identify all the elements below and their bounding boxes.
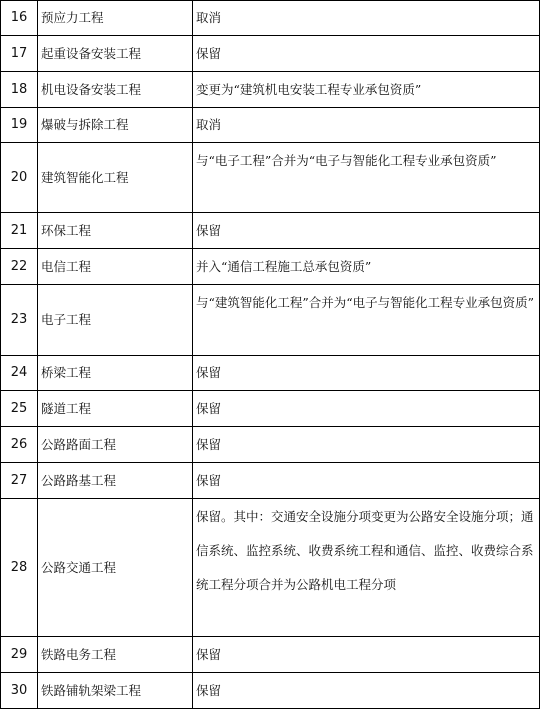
project-name: 电子工程 — [38, 285, 193, 356]
table-row — [1, 499, 540, 637]
project-name: 隧道工程 — [38, 391, 193, 427]
row-number: 27 — [1, 463, 38, 499]
adjustment-note: 并入“通信工程施工总承包资质” — [193, 249, 540, 285]
adjustment-note: 保留 — [193, 391, 540, 427]
row-number: 24 — [1, 356, 38, 391]
adjustment-note: 取消 — [193, 1, 540, 36]
row-number: 30 — [1, 673, 38, 709]
row-number: 28 — [1, 499, 38, 637]
project-name: 起重设备安装工程 — [38, 36, 193, 72]
adjustment-note: 保留 — [193, 36, 540, 72]
project-name: 铁路电务工程 — [38, 637, 193, 673]
table-row — [1, 427, 540, 463]
table-row — [1, 213, 540, 249]
adjustment-note: 保留 — [193, 673, 540, 709]
project-name: 建筑智能化工程 — [38, 143, 193, 213]
table-row — [1, 673, 540, 709]
table-row — [1, 72, 540, 108]
table-row — [1, 391, 540, 427]
project-name: 公路交通工程 — [38, 499, 193, 637]
project-name: 桥梁工程 — [38, 356, 193, 391]
row-number: 20 — [1, 143, 38, 213]
project-name: 公路路基工程 — [38, 463, 193, 499]
row-number: 23 — [1, 285, 38, 356]
adjustment-note: 保留。其中：交通安全设施分项变更为公路安全设施分项；通信系统、监控系统、收费系统工程和通信、监控、收费综合系统工程分项合并为公路机电工程分项 — [193, 499, 540, 637]
row-number: 18 — [1, 72, 38, 108]
row-number: 17 — [1, 36, 38, 72]
row-number: 22 — [1, 249, 38, 285]
project-name: 爆破与拆除工程 — [38, 108, 193, 143]
table-row — [1, 108, 540, 143]
project-name: 环保工程 — [38, 213, 193, 249]
adjustment-note: 保留 — [193, 213, 540, 249]
adjustment-note: 与“电子工程”合并为“电子与智能化工程专业承包资质” — [193, 143, 540, 213]
adjustment-note: 取消 — [193, 108, 540, 143]
table-row — [1, 249, 540, 285]
project-name: 铁路铺轨架梁工程 — [38, 673, 193, 709]
adjustment-note: 变更为“建筑机电安装工程专业承包资质” — [193, 72, 540, 108]
adjustment-note: 保留 — [193, 463, 540, 499]
table-row — [1, 637, 540, 673]
row-number: 26 — [1, 427, 38, 463]
adjustment-note: 与“建筑智能化工程”合并为“电子与智能化工程专业承包资质” — [193, 285, 540, 356]
adjustment-note: 保留 — [193, 427, 540, 463]
table-row — [1, 356, 540, 391]
row-number: 29 — [1, 637, 38, 673]
project-name: 预应力工程 — [38, 1, 193, 36]
row-number: 21 — [1, 213, 38, 249]
table-row — [1, 1, 540, 36]
table-row — [1, 143, 540, 213]
project-name: 公路路面工程 — [38, 427, 193, 463]
adjustment-note: 保留 — [193, 356, 540, 391]
row-number: 19 — [1, 108, 38, 143]
table-row — [1, 36, 540, 72]
row-number: 16 — [1, 1, 38, 36]
project-name: 电信工程 — [38, 249, 193, 285]
adjustment-note: 保留 — [193, 637, 540, 673]
project-name: 机电设备安装工程 — [38, 72, 193, 108]
table-row — [1, 463, 540, 499]
table-row — [1, 285, 540, 356]
row-number: 25 — [1, 391, 38, 427]
